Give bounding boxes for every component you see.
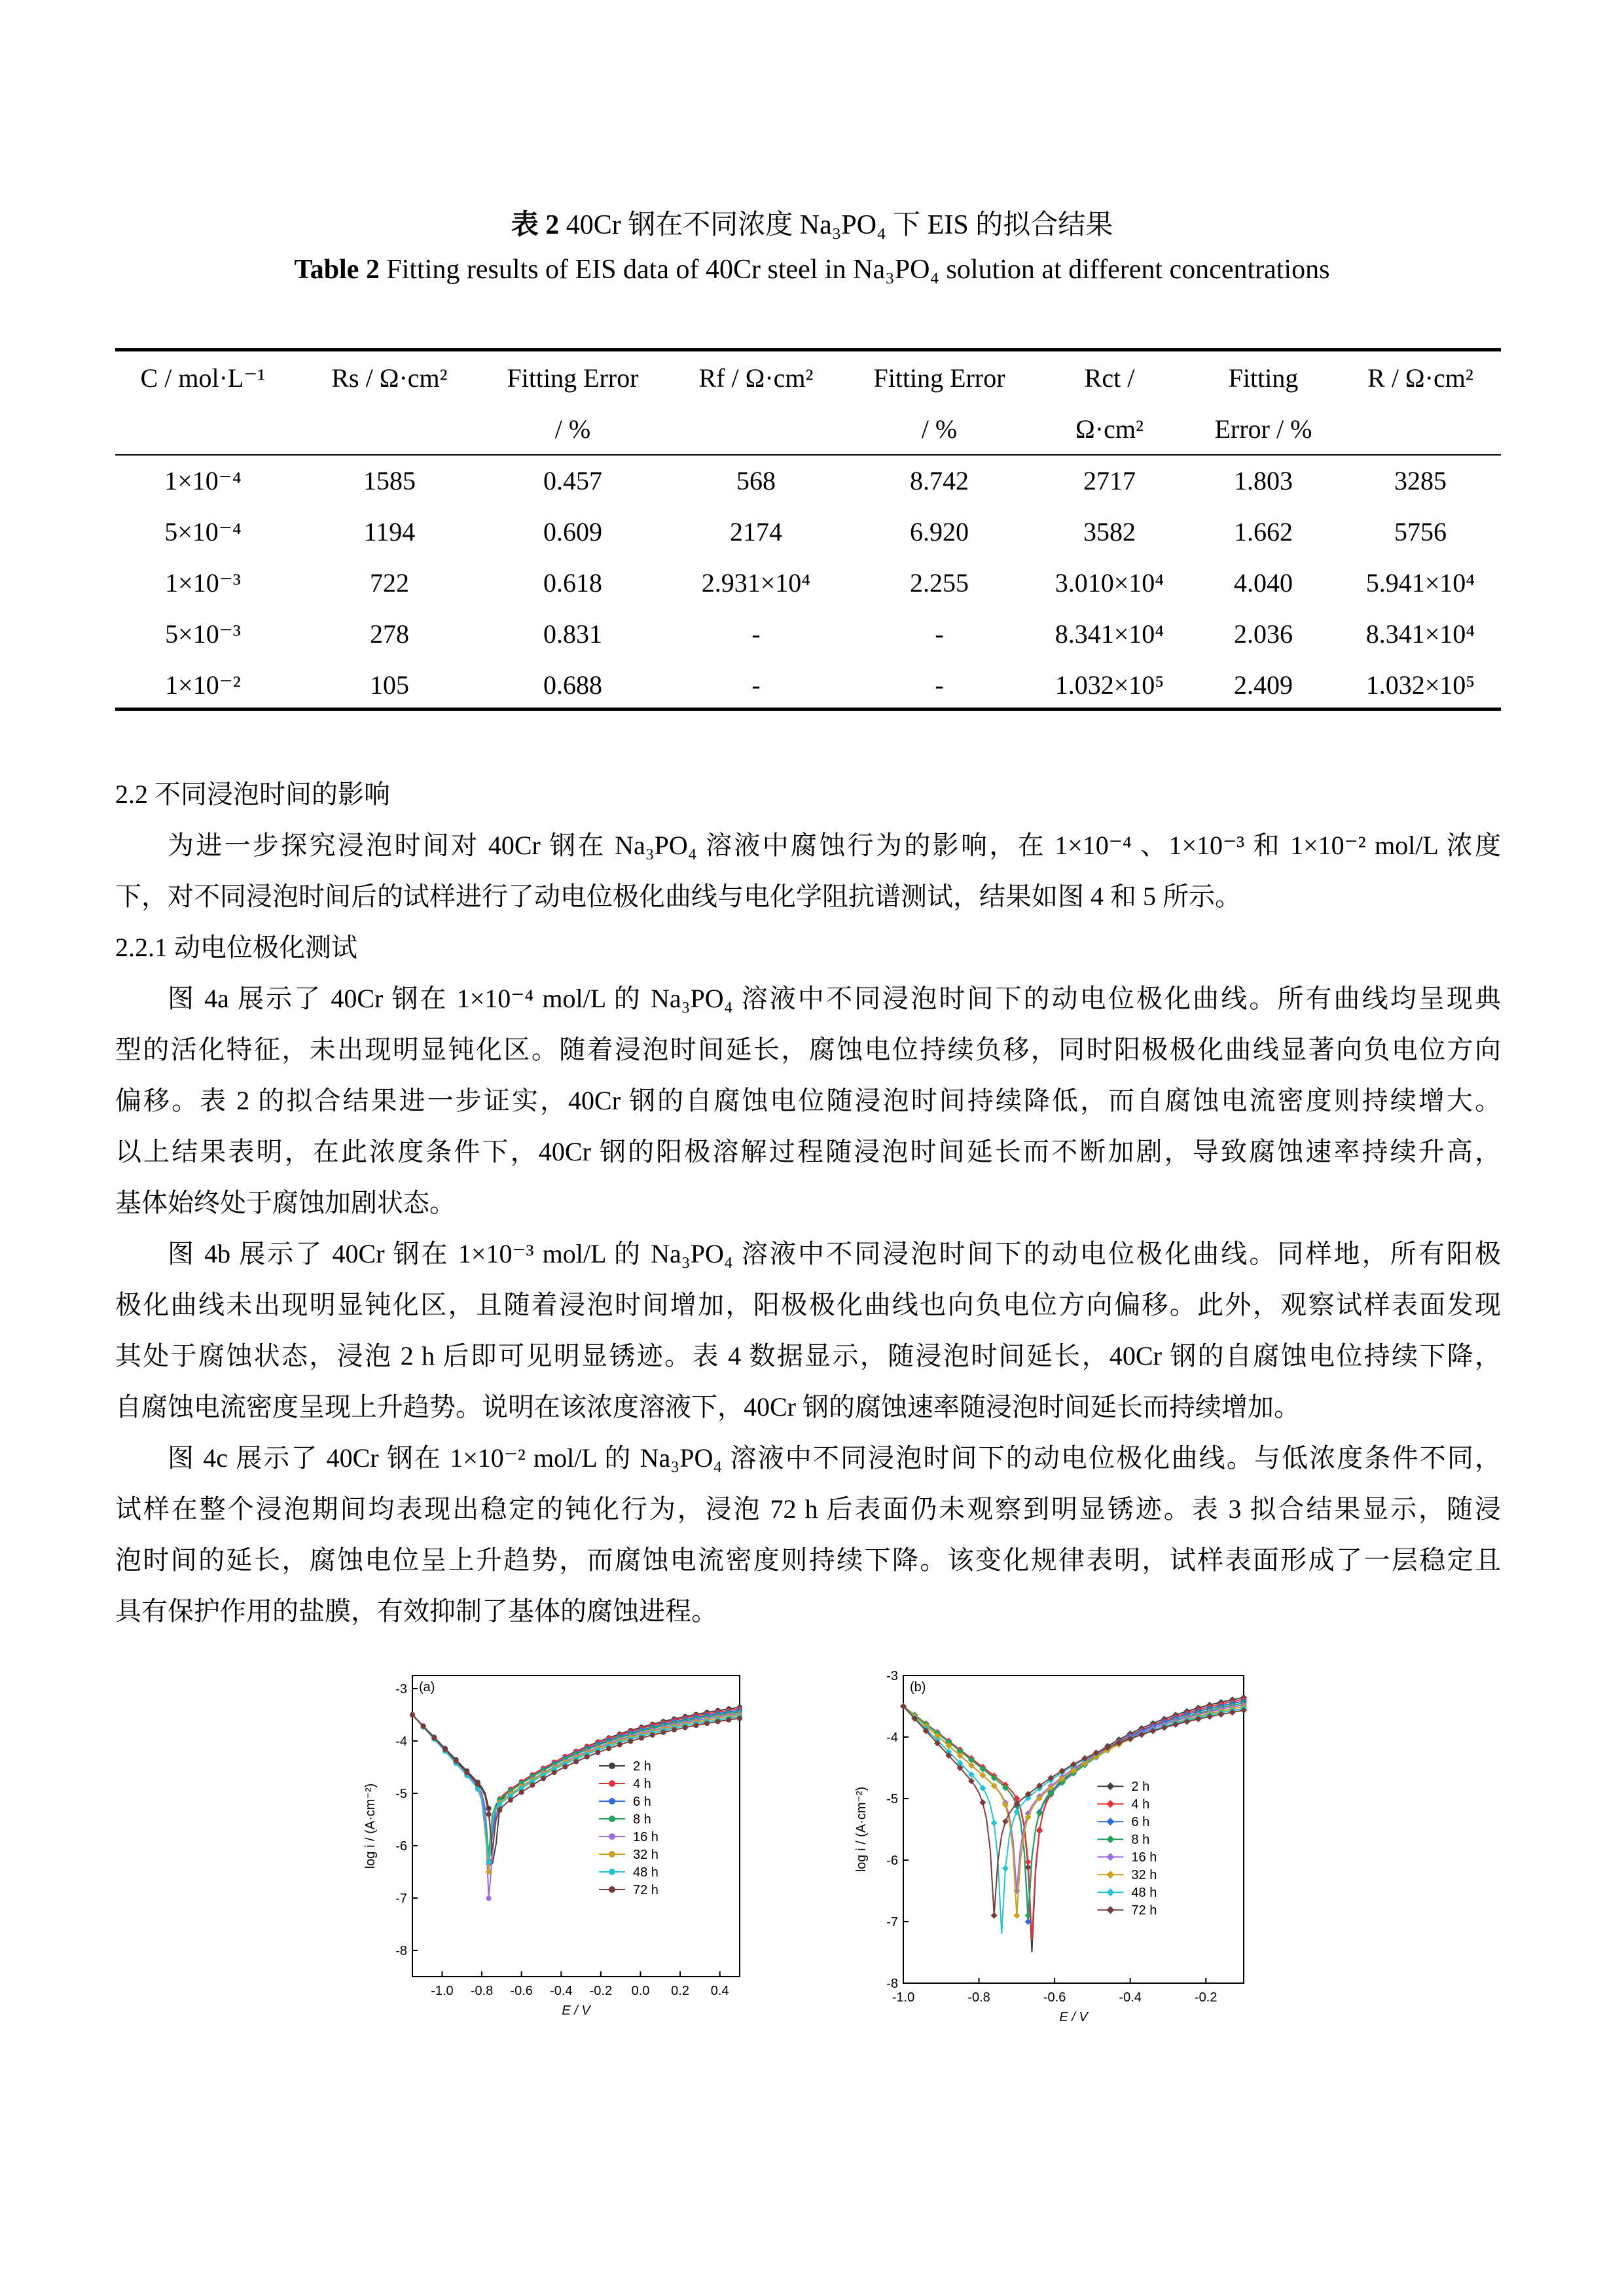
table-cell-rf: 568 [736,466,776,495]
series-marker [1002,1865,1009,1872]
series-marker [1025,1859,1032,1865]
table-cell-c: 5×10⁻³ [165,619,241,649]
series-marker [595,1750,600,1755]
table-cell-e3: 4.040 [1234,568,1293,598]
series-marker [628,1738,633,1744]
legend-label: 2 h [633,1759,651,1774]
table-caption-en: Table 2 Fitting results of EIS data of 40Cr steel in Na₃PO₄ solution at different concentrations [294,255,1330,285]
series-line [903,1706,1244,1934]
x-tick-label: -0.8 [470,1984,494,1998]
table-cell-c: 1×10⁻² [165,670,241,700]
panel-label: (b) [910,1680,926,1695]
series-line [903,1706,1244,1916]
paragraph-line: 型的活化特征，未出现明显钝化区。随着浸泡时间延长，腐蚀电位持续负移，同时阳极极化曲线显著向负电位方向 [115,1035,1501,1064]
table-cell-r: 8.341×10⁴ [1365,619,1475,649]
legend-label: 8 h [633,1812,651,1827]
header-error3-b: Error / % [1214,414,1312,444]
paragraph-line: 基体始终处于腐蚀加剧状态。 [115,1188,456,1217]
paragraph-line: 图 4b 展示了 40Cr 钢在 1×10⁻³ mol/L 的 Na₃PO₄ 溶液中不同浸泡时间下的动电位极化曲线。同样地，所有阳极 [168,1239,1501,1268]
series-marker [991,1820,998,1826]
paragraph-line: 以上结果表明，在此浓度条件下，40Cr 钢的阳极溶解过程随浸泡时间延长而不断加剧，导致腐蚀速率持续升高， [115,1137,1501,1166]
series-line [903,1705,1244,1891]
table-cell-c: 1×10⁻³ [165,568,241,598]
legend-label: 6 h [1131,1815,1150,1830]
header-error1-b: / % [554,414,591,444]
series-marker [475,1782,480,1787]
legend-swatch-marker [609,1851,615,1857]
table-cell-rct: 3582 [1083,517,1136,547]
plot-frame [903,1676,1244,1983]
table-cell-rs: 278 [370,619,409,649]
paragraph-line: 下，对不同浸泡时间后的试样进行了动电位极化曲线与电化学阻抗谱测试，结果如图 4 和 5 所示。 [115,882,1241,911]
table-cell-rs: 1585 [363,466,416,495]
chart-polarization-a [353,1662,759,2029]
legend-swatch-marker [1106,1853,1114,1861]
series-marker [639,1735,644,1740]
y-tick-label: -4 [395,1734,407,1749]
table-cell-c: 5×10⁻⁴ [164,517,242,547]
table-cell-r: 5.941×10⁴ [1365,568,1475,598]
table-cell-rs: 1194 [363,517,416,547]
legend-label: 72 h [1131,1903,1157,1918]
series-marker [1013,1912,1020,1919]
table-bottom-rule [115,708,1501,711]
plot-frame [412,1676,740,1977]
series-marker [585,1754,590,1759]
y-tick-label: -7 [886,1915,898,1929]
paragraph-line: 其处于腐蚀状态，浸泡 2 h 后即可见明显锈迹。表 4 数据显示，随浸泡时间延长，40Cr 钢的自腐蚀电位持续下降， [115,1341,1501,1371]
legend-swatch-marker [1106,1906,1114,1914]
y-tick-label: -5 [886,1792,898,1806]
y-tick-label: -6 [395,1839,407,1854]
chart-polarization-b [844,1662,1263,2029]
series-line [903,1698,1244,1952]
header-rct-b: Ω·cm² [1075,414,1144,444]
x-axis-label: E / V [562,2003,590,2018]
table-cell-e2: 6.920 [910,517,969,547]
series-marker [508,1797,513,1803]
legend-swatch-marker [609,1763,615,1769]
legend-label: 8 h [1131,1833,1150,1848]
y-tick-label: -6 [886,1854,898,1868]
table-cell-rf: - [751,619,761,649]
series-marker [617,1742,623,1748]
x-tick-label: -0.2 [589,1984,613,1998]
series-line [412,1713,740,1898]
series-line [412,1710,740,1863]
table-cell-e3: 1.662 [1234,517,1293,547]
legend-label: 32 h [633,1848,659,1862]
paragraph-line: 泡时间的延长，腐蚀电位呈上升趋势，而腐蚀电流密度则持续下降。该变化规律表明，试样表面形成了一层稳定且 [115,1545,1501,1575]
series-marker [486,1812,492,1817]
table-cell-rct: 8.341×10⁴ [1055,619,1164,649]
table-cell-e2: - [935,670,944,700]
series-marker [737,1715,742,1721]
legend-label: 48 h [1131,1886,1157,1901]
x-tick-label: -0.8 [967,1990,990,2005]
legend-swatch-marker [1106,1835,1114,1843]
legend-swatch-marker [1106,1871,1114,1878]
series-marker [464,1770,469,1775]
legend-label: 4 h [633,1777,651,1791]
y-tick-label: -4 [886,1731,898,1745]
legend-swatch-marker [609,1869,615,1875]
series-marker [442,1747,448,1752]
series-marker [486,1869,492,1874]
legend-swatch-marker [1106,1782,1114,1790]
table-cell-c: 1×10⁻⁴ [164,466,242,495]
x-tick-label: -0.4 [1119,1990,1142,2005]
section-heading-2-2: 2.2 不同浸泡时间的影响 [115,780,390,809]
x-tick-label: -0.6 [510,1984,533,1998]
legend-swatch-marker [1106,1800,1114,1808]
header-rs: Rs / Ω·cm² [331,363,448,393]
series-marker [660,1730,666,1735]
series-marker [704,1721,710,1726]
legend-swatch-marker [609,1780,615,1787]
paragraph-line: 图 4c 展示了 40Cr 钢在 1×10⁻² mol/L 的 Na₃PO₄ 溶液中不同浸泡时间下的动电位极化曲线。与低浓度条件不同， [168,1443,1501,1473]
y-tick-label: -3 [886,1669,898,1683]
table-caption-cn: 表 2 40Cr 钢在不同浓度 Na₃PO₄ 下 EIS 的拟合结果 [511,210,1113,240]
series-marker [497,1802,502,1807]
series-marker [683,1725,688,1730]
table-header-rule [115,454,1501,456]
series-marker [552,1770,557,1775]
legend-swatch-marker [609,1886,615,1893]
legend-swatch-marker [609,1833,615,1840]
series-marker [497,1808,502,1813]
series-marker [454,1758,459,1763]
series-line [903,1701,1244,1922]
table-cell-e1: 0.618 [543,568,602,598]
series-marker [530,1782,535,1787]
table-cell-e3: 2.409 [1234,670,1293,700]
table-top-rule [115,348,1501,351]
table-cell-e2: 2.255 [910,568,969,598]
table-cell-rf: 2.931×10⁴ [701,568,811,598]
series-marker [606,1746,611,1751]
table-cell-r: 1.032×10⁵ [1365,670,1475,700]
series-marker [1002,1818,1009,1825]
paragraph-line: 具有保护作用的盐膜，有效抑制了基体的腐蚀进程。 [115,1596,717,1626]
x-tick-label: -0.4 [550,1984,573,1998]
legend-swatch-marker [1106,1818,1114,1825]
paragraph-line: 试样在整个浸泡期间均表现出稳定的钝化行为，浸泡 72 h 后表面仍未观察到明显锈迹。表 3 拟合结果显示，随浸 [115,1494,1501,1524]
series-line [412,1715,740,1862]
table-cell-rct: 1.032×10⁵ [1055,670,1164,700]
series-marker [431,1735,437,1740]
section-heading-2-2-1: 2.2.1 动电位极化测试 [115,933,357,962]
y-axis-label: log i / (A·cm⁻²) [363,1783,378,1869]
series-marker [562,1765,568,1770]
y-axis-label: log i / (A·cm⁻²) [854,1786,869,1873]
x-tick-label: 0.2 [671,1984,689,1998]
legend-swatch-marker [1106,1888,1114,1896]
paragraph-line: 自腐蚀电流密度呈现上升趋势。说明在该浓度溶液下，40Cr 钢的腐蚀速率随浸泡时间延长而持续增加。 [115,1392,1300,1422]
legend-label: 6 h [633,1795,651,1809]
series-marker [979,1799,986,1806]
paragraph-line: 极化曲线未出现明显钝化区，且随着浸泡时间增加，阳极极化曲线也向负电位方向偏移。此外，观察试样表面发现 [115,1290,1501,1319]
x-tick-label: -0.2 [1194,1990,1218,2005]
legend-label: 32 h [1131,1868,1157,1883]
table-cell-r: 3285 [1394,466,1447,495]
y-tick-label: -8 [886,1977,898,1991]
x-tick-label: 0.4 [710,1984,729,1998]
table-cell-e1: 0.457 [543,466,602,495]
x-axis-label: E / V [1059,2010,1088,2024]
legend-label: 16 h [1131,1850,1157,1865]
header-rf: Rf / Ω·cm² [698,363,814,393]
series-marker [410,1712,415,1717]
series-line [412,1715,740,1872]
y-tick-label: -7 [395,1892,407,1906]
series-line [412,1708,740,1865]
header-error3-a: Fitting [1228,363,1299,393]
x-tick-label: 0.0 [631,1984,650,1998]
series-line [903,1706,1244,1916]
paragraph-line: 偏移。表 2 的拟合结果进一步证实，40Cr 钢的自腐蚀电位随浸泡时间持续降低，而自腐蚀电流密度则持续增大。 [115,1086,1501,1115]
table-cell-e2: 8.742 [910,466,969,495]
table-cell-r: 5756 [1394,517,1447,547]
table-cell-rct: 2717 [1083,466,1136,495]
y-tick-label: -3 [395,1682,407,1696]
paragraph-line: 为进一步探究浸泡时间对 40Cr 钢在 Na₃PO₄ 溶液中腐蚀行为的影响，在 1×10⁻⁴ 、1×10⁻³ 和 1×10⁻² mol/L 浓度 [168,831,1501,860]
table-cell-rf: 2174 [730,517,782,547]
series-marker [519,1789,524,1795]
y-tick-label: -5 [395,1787,407,1801]
table-cell-e1: 0.831 [543,619,602,649]
x-tick-label: -1.0 [892,1990,915,2005]
series-marker [541,1776,546,1781]
table-cell-rs: 722 [370,568,409,598]
header-rct-a: Rct / [1084,363,1135,393]
table-cell-e1: 0.688 [543,670,602,700]
legend-label: 72 h [633,1883,659,1897]
legend-label: 16 h [633,1830,659,1844]
legend-swatch-marker [609,1816,615,1822]
header-error2-b: / % [921,414,958,444]
table-cell-rf: - [751,670,761,700]
table-cell-e1: 0.609 [543,517,602,547]
series-marker [486,1859,492,1865]
series-marker [486,1895,492,1901]
series-marker [715,1719,721,1724]
series-marker [421,1724,426,1729]
series-line [412,1715,740,1850]
legend-label: 2 h [1131,1780,1150,1795]
x-tick-label: -0.6 [1043,1990,1066,2005]
series-marker [693,1723,698,1728]
paragraph-line: 图 4a 展示了 40Cr 钢在 1×10⁻⁴ mol/L 的 Na₃PO₄ 溶液中不同浸泡时间下的动电位极化曲线。所有曲线均呈现典 [168,984,1501,1013]
series-line [412,1712,740,1854]
series-marker [573,1759,579,1765]
panel-label: (a) [419,1680,435,1695]
series-line [903,1699,1244,1940]
header-error1-a: Fitting Error [507,363,639,393]
header-r: R / Ω·cm² [1367,363,1473,393]
x-tick-label: -1.0 [431,1984,454,1998]
series-marker [672,1727,677,1732]
table-cell-e3: 1.803 [1234,466,1293,495]
series-marker [726,1717,731,1723]
series-marker [991,1912,998,1919]
series-marker [650,1732,655,1738]
series-line [903,1703,1244,1916]
legend-label: 4 h [1131,1797,1150,1812]
table-cell-rs: 105 [370,670,409,700]
series-line [412,1709,740,1860]
header-error2-a: Fitting Error [873,363,1005,393]
series-marker [1036,1827,1043,1833]
legend-label: 48 h [633,1865,659,1880]
header-concentration: C / mol·L⁻¹ [140,363,266,393]
table-cell-e2: - [935,619,944,649]
table-cell-e3: 2.036 [1234,619,1293,649]
table-cell-rct: 3.010×10⁴ [1055,568,1164,598]
legend-swatch-marker [609,1798,615,1804]
y-tick-label: -8 [395,1944,407,1958]
